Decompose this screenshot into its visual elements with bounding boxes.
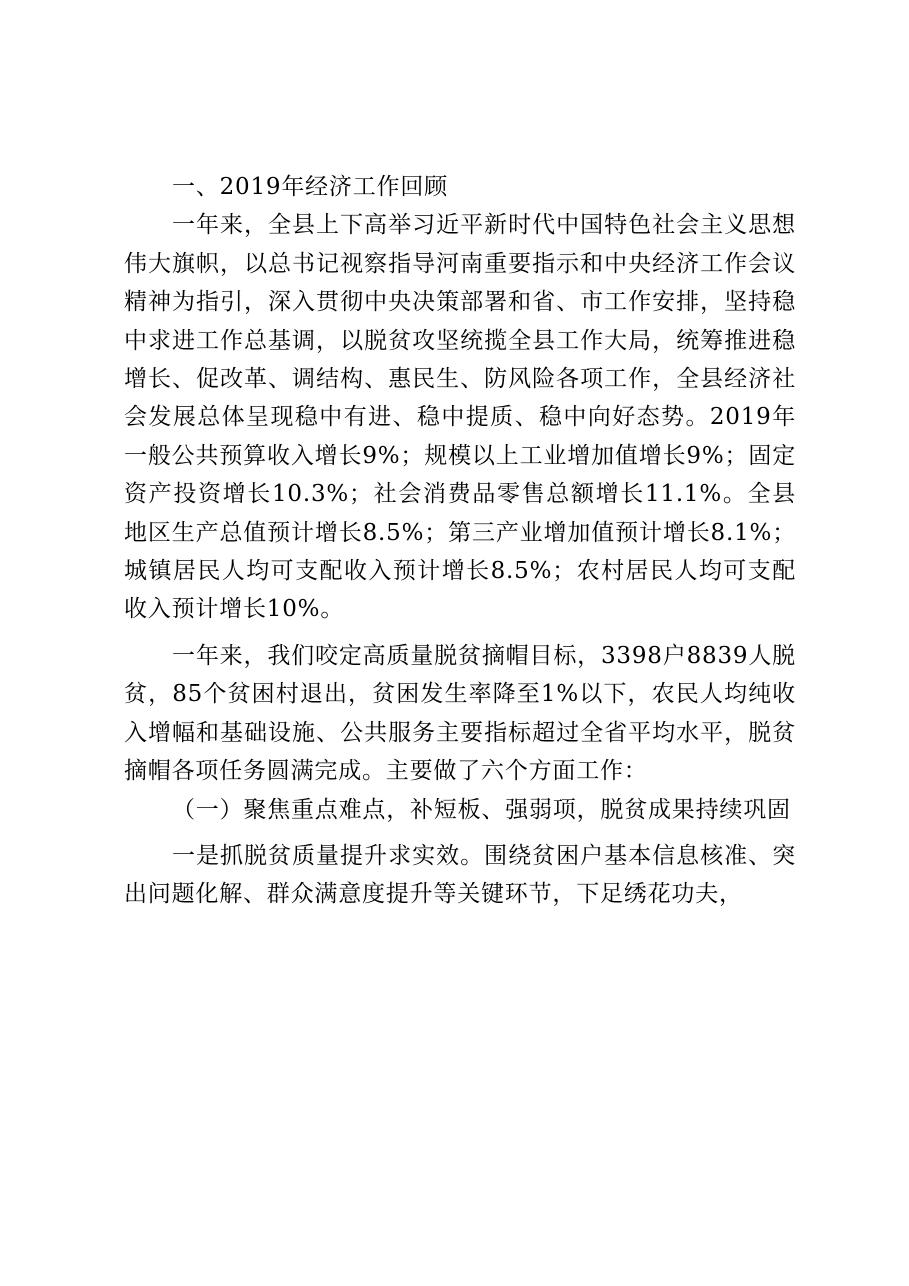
section-heading-key-difficulties: （一）聚焦重点难点，补短板、强弱项，脱贫成果持续巩固 [172,796,791,823]
document-body [124,168,796,914]
body-paragraph-poverty-alleviation: 一年来，我们咬定高质量脱贫摘帽目标，3398户8839人脱贫，85个贫困村退出，贫困发生率降至1%以下，农民人均纯收入增幅和基础设施、公共服务主要指标超过全省平均水平，脱贫摘帽各项任务圆满完成。主要做了六个方面工作： [124,642,796,785]
body-paragraph-overview: 一年来，全县上下高举习近平新时代中国特色社会主义思想伟大旗帜，以总书记视察指导河南重要指示和中央经济工作会议精神为指引，深入贯彻中央决策部署和省、市工作安排，坚持稳中求进工作总基调，以脱贫攻坚统揽全县工作大局，统筹推进稳增长、促改革、调结构、惠民生、防风险各项工作，全县经济社会发展总体呈现稳中有进、稳中提质、稳中向好态势。2019年一般公共预算收入增长9%；规模以上工业增加值增长9%；固定资产投资增长10.3%；社会消费品零售总额增长11.1%。全县地区生产总值预计增长8.5%；第三产业增加值预计增长8.1%；城镇居民人均可支配收入预计增长8.5%；农村居民人均可支配收入预计增长10%。 [124,212,796,623]
section-heading-economic-review: 一、2019年经济工作回顾 [172,174,448,200]
body-paragraph-quality-improvement: 一是抓脱贫质量提升求实效。围绕贫困户基本信息核准、突出问题化解、群众满意度提升等关键环节，下足绣花功夫， [124,842,796,908]
